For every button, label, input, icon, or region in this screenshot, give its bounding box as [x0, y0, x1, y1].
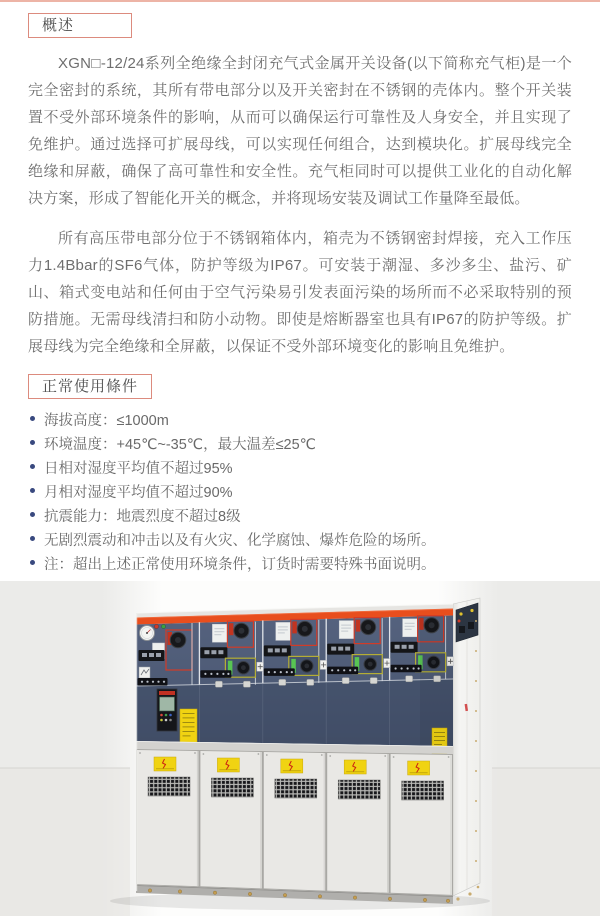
cabinet-doors [136, 749, 453, 896]
list-item [28, 529, 572, 553]
conditions-heading: 正常使用條件 [42, 378, 139, 395]
control-panel [136, 616, 454, 755]
conditions-heading-box [28, 374, 152, 399]
cabinet-side-panel [453, 598, 480, 901]
list-item-text: 月相对湿度平均值不超过90% [44, 485, 233, 501]
overview-paragraph-1: XGN□-12/24系列全绝缘全封闭充气式金属开关设备(以下简称充气柜)是一个完全密封的系统，其所有带电部分以及开关密封在不锈钢的壳体内。整个开关装置不受外部环境条件的影响，从而可以确保运行可靠性及人身安全，并且实现了免维护。通过选择可扩展母线，可以实现任何组合，达到模块化。扩展母线完全绝缘和屏蔽，确保了高可靠性和安全性。充气柜同时可以提供工业化的自动化解决方案，形成了智能化开关的概念，并将现场安装及调试工作量降至最低。 [28, 55, 572, 207]
bullet-dot [30, 440, 35, 445]
page-content [0, 2, 600, 577]
bullet-dot [30, 488, 35, 493]
list-item [28, 553, 572, 577]
bullet-dot [30, 536, 35, 541]
instruction-label-left [180, 709, 197, 744]
list-item-text: 抗震能力：地震烈度不超过8级 [44, 509, 241, 525]
list-item-text: 环境温度：+45℃~-35℃，最大温差≤25℃ [44, 437, 316, 453]
overview-heading-box [28, 13, 132, 38]
list-item-text: 海拔高度：≤1000m [44, 413, 169, 429]
overview-section [28, 13, 572, 360]
list-item-text: 无剧烈震动和冲击以及有火灾、化学腐蚀、爆炸危险的场所。 [44, 533, 436, 549]
overview-heading: 概述 [42, 17, 75, 34]
list-item [28, 433, 572, 457]
bullet-dot [30, 512, 35, 517]
list-item [28, 409, 572, 433]
switchgear-illustration [0, 581, 600, 916]
conditions-section [28, 374, 572, 577]
bullet-dot [30, 560, 35, 565]
list-item [28, 457, 572, 481]
bullet-dot [30, 416, 35, 421]
list-item [28, 481, 572, 505]
pressure-gauge [140, 626, 155, 641]
display-unit [157, 689, 177, 731]
red-indicator-light [155, 625, 159, 629]
overview-paragraph-2: 所有高压带电部分位于不锈钢箱体内，箱壳为不锈钢密封焊接，充入工作压力1.4Bbar的SF6气体，防护等级为IP67。可安装于潮湿、多沙多尘、盐污、矿山、箱式变电站和任何由于空气污染易引发表面污染的场所而不必采取特别的预防措施。无需母线清扫和防小动物。即使是熔断器室也具有IP67的防护等级。扩展母线为完全绝缘和全屏蔽，以保证不受外部环境变化的影响且免维护。 [28, 230, 572, 355]
list-item-text: 日相对湿度平均值不超过95% [44, 461, 233, 477]
product-photo [0, 581, 600, 916]
conditions-list [28, 409, 572, 577]
side-connector-box [456, 603, 478, 642]
bullet-dot [30, 464, 35, 469]
list-item-text: 注：超出上述正常使用环境条件，订货时需要特殊书面说明。 [44, 557, 436, 573]
list-item [28, 505, 572, 529]
green-indicator-light [162, 625, 166, 629]
